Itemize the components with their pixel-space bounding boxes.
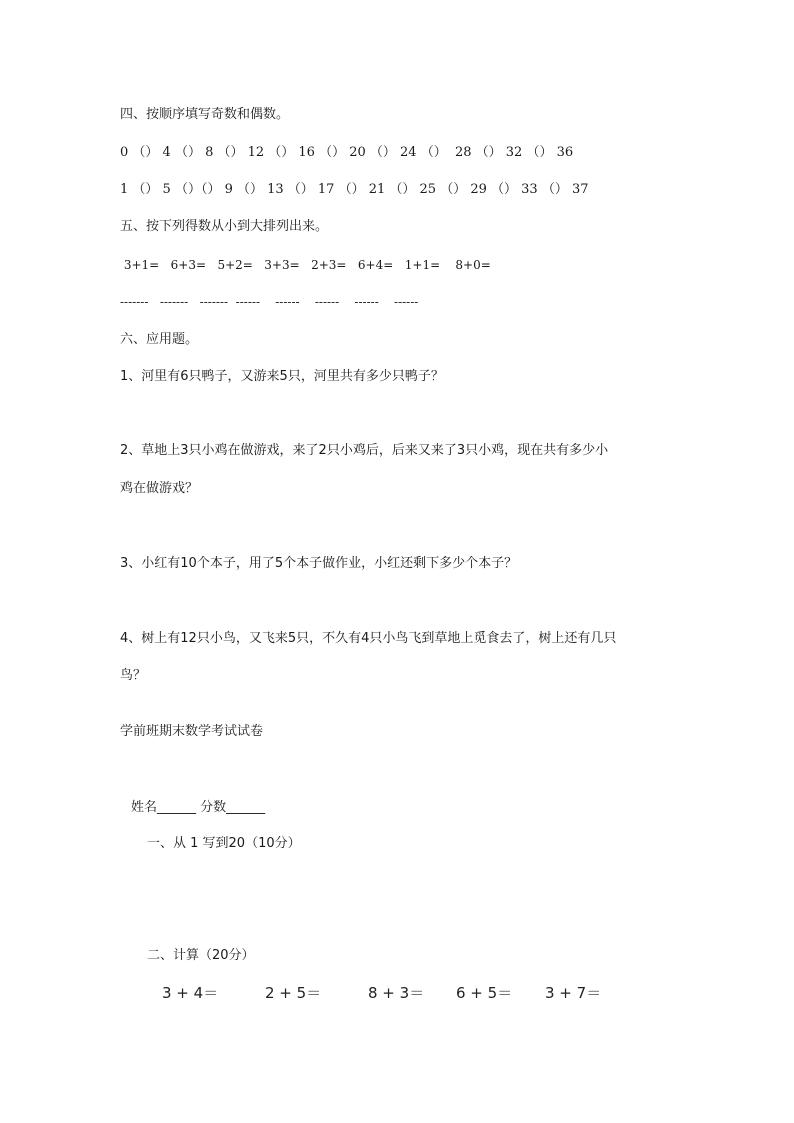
calc-item-2: 2 + 5＝ (265, 984, 322, 1002)
question-3: 3、小红有10个本子，用了5个本子做作业，小红还剩下多少个本子？ (120, 556, 518, 571)
calc-item-4: 6 + 5＝ (456, 984, 513, 1002)
part-1-title: 一、从 1 写到20（10分） (147, 836, 301, 851)
question-4-line-1: 4、树上有12只小鸟，又飞来5只，不久有4只小鸟飞到草地上觅食去了，树上还有几只 (120, 631, 617, 646)
calc-item-5: 3 + 7＝ (545, 984, 602, 1002)
part-2-title: 二、计算（20分） (147, 948, 255, 963)
question-2-line-1: 2、草地上3只小鸡在做游戏，来了2只小鸡后，后来又来了3只小鸡，现在共有多少小 (120, 443, 609, 458)
section-4-title: 四、按顺序填写奇数和偶数。 (120, 107, 290, 122)
exam-title: 学前班期末数学考试试卷 (120, 724, 264, 739)
question-4-line-2: 鸟？ (120, 668, 147, 683)
section-5-title: 五、按下列得数从小到大排列出来。 (120, 219, 329, 234)
section-6-title: 六、应用题。 (120, 332, 199, 347)
name-score-line: 姓名______ 分数______ (131, 800, 266, 815)
calc-item-1: 3 + 4＝ (162, 984, 219, 1002)
question-2-line-2: 鸡在做游戏？ (120, 481, 199, 496)
sort-expressions: 3+1= 6+3= 5+2= 3+3= 2+3= 6+4= 1+1= 8+0= (120, 258, 491, 272)
even-number-row: 0 （） 4 （） 8 （） 12 （） 16 （） 20 （） 24 （） 28 （） 32 （） 36 (120, 145, 574, 160)
odd-number-row: 1 （） 5 （）（） 9 （） 13 （） 17 （） 21 （） 25 （） 29 （） 33 （） 37 (120, 182, 589, 197)
calc-item-3: 8 + 3＝ (368, 984, 425, 1002)
answer-blanks: ------- ------- ------- ------ ------ ------ ------ ------ (120, 295, 419, 309)
question-1: 1、河里有6只鸭子，又游来5只，河里共有多少只鸭子？ (120, 369, 444, 384)
